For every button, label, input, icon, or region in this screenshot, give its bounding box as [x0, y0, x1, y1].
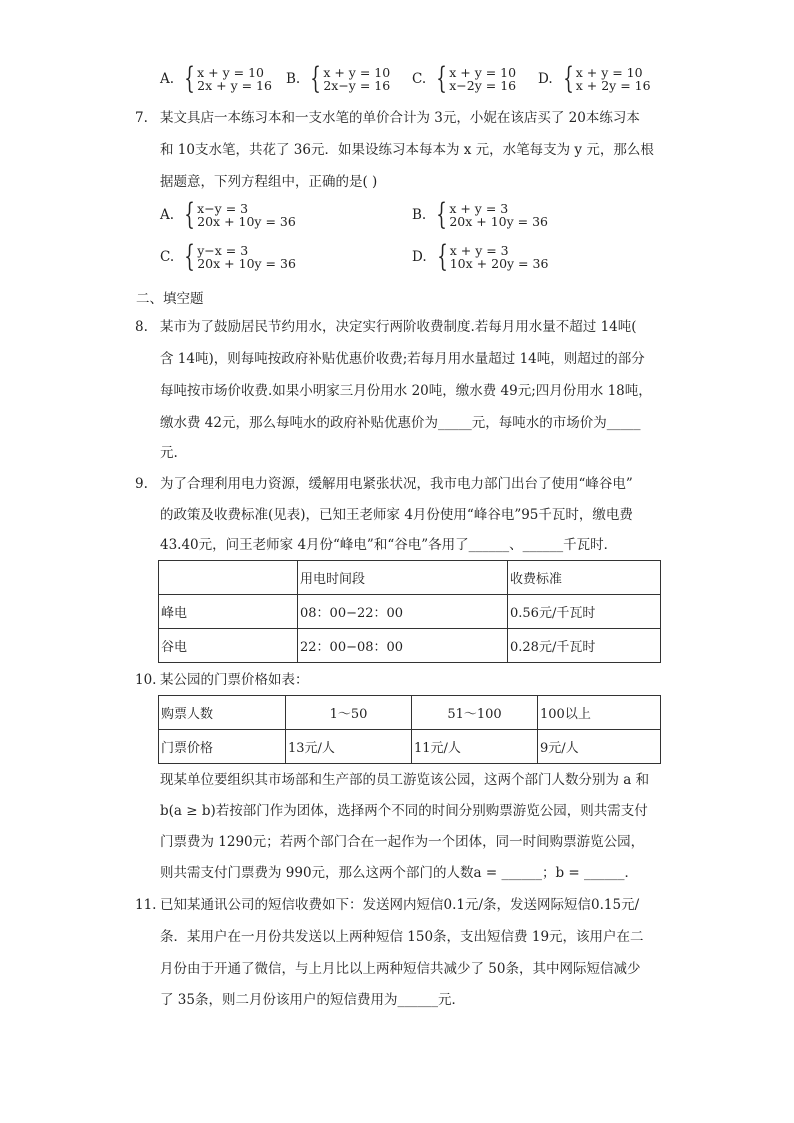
question-text-line: 了 35条，则二月份该用户的短信费用为______元．: [160, 992, 465, 1008]
table-cell: 51～100: [412, 696, 538, 730]
question-number: 11.: [135, 897, 157, 913]
table-cell: 1～50: [286, 696, 412, 730]
q7-option-c: C. { y−x = 3 20x + 10y = 36: [160, 239, 296, 274]
equation: x + y = 3: [449, 243, 509, 258]
question-text-line: b(a ≥ b)若按部门作为团体，选择两个不同的时间分别购票游览公园，则共需支付: [160, 803, 648, 819]
question-text-line: 元.: [160, 445, 178, 461]
question-text-line: 某文具店一本练习本和一支水笔的单价合计为 3元，小妮在该店买了 20本练习本: [160, 110, 640, 126]
question-text-line: 某市为了鼓励居民节约用水，决定实行两阶收费制度.若每月用水量不超过 14吨(: [160, 319, 637, 335]
equation: 2x−y = 16: [323, 78, 391, 93]
table-cell: 22：00−08：00: [298, 629, 508, 663]
q6-option-c: C. { x + y = 10 x−2y = 16: [412, 61, 517, 96]
question-text-line: 现某单位要组织其市场部和生产部的员工游览该公园，这两个部门人数分别为 a 和: [160, 772, 650, 788]
question-text-line: 和 10支水笔，共花了 36元．如果设练习本每本为 x 元，水笔每支为 y 元，那么根: [160, 142, 654, 158]
question-text-line: 月份由于开通了微信，与上月比以上两种短信共减少了 50条，其中网际短信减少: [160, 961, 641, 977]
question-number: 8.: [135, 319, 148, 335]
ticket-price-table: [158, 695, 661, 764]
equation: 2x + y = 16: [197, 78, 272, 93]
table-cell: 0.56元/千瓦时: [508, 595, 661, 629]
question-number: 9.: [135, 476, 148, 492]
equation: x−2y = 16: [449, 78, 517, 93]
q6-option-a: A. { x + y = 10 2x + y = 16: [160, 61, 272, 96]
table-cell: 13元/人: [286, 730, 412, 764]
q7-option-a: A. { x−y = 3 20x + 10y = 36: [160, 197, 296, 232]
table-cell: 11元/人: [412, 730, 538, 764]
question-text-line: 已知某通讯公司的短信收费如下：发送网内短信0.1元/条，发送网际短信0.15元/: [160, 897, 640, 913]
equation: x + y = 3: [449, 201, 509, 216]
table-cell: 谷电: [159, 629, 298, 663]
option-label: A.: [160, 207, 175, 223]
table-cell: 08：00−22：00: [298, 595, 508, 629]
table-header-row: [159, 696, 661, 730]
table-row: [159, 730, 661, 764]
equation: x−y = 3: [197, 201, 249, 216]
question-number: 7.: [135, 110, 148, 126]
option-label: C.: [412, 71, 427, 87]
table-header-row: [159, 561, 661, 595]
question-text-line: 缴水费 42元，那么每吨水的政府补贴优惠价为_____元，每吨水的市场价为_____: [160, 415, 641, 431]
question-number: 10.: [135, 672, 157, 688]
equation: x + 2y = 16: [575, 78, 651, 93]
equation: x + y = 10: [323, 65, 391, 80]
table-cell: 门票价格: [159, 730, 286, 764]
question-text-line: 门票费为 1290元；若两个部门合在一起作为一个团体，同一时间购票游览公园，: [160, 834, 645, 850]
equation: y−x = 3: [197, 243, 249, 258]
table-cell: 9元/人: [538, 730, 661, 764]
equation: x + y = 10: [449, 65, 517, 80]
equation: x + y = 10: [575, 65, 643, 80]
question-text-line: 每吨按市场价收费.如果小明家三月份用水 20吨，缴水费 49元;四月份用水 18吨，: [160, 383, 652, 399]
option-label: A.: [160, 71, 175, 87]
equation: 20x + 10y = 36: [449, 214, 548, 229]
section-title: 二、填空题: [136, 291, 204, 307]
table-cell: 100以上: [538, 696, 661, 730]
electricity-price-table: [158, 560, 661, 663]
table-cell: 收费标准: [508, 561, 661, 595]
table-row: [159, 629, 661, 663]
option-label: B.: [412, 207, 427, 223]
option-label: D.: [538, 71, 553, 87]
q7-option-b: B. { x + y = 3 20x + 10y = 36: [412, 197, 548, 232]
question-text-line: 条．某用户在一月份共发送以上两种短信 150条，支出短信费 19元，该用户在二: [160, 929, 644, 945]
table-cell: 0.28元/千瓦时: [508, 629, 661, 663]
question-text-line: 为了合理利用电力资源，缓解用电紧张状况，我市电力部门出台了使用“峰谷电”: [160, 476, 633, 492]
equation: 20x + 10y = 36: [197, 256, 296, 271]
equation: 20x + 10y = 36: [197, 214, 296, 229]
question-text-line: 据题意，下列方程组中，正确的是( ): [160, 174, 378, 190]
equation: 10x + 20y = 36: [449, 256, 549, 271]
question-text-line: 某公园的门票价格如表：: [160, 672, 309, 688]
q6-option-b: B. { x + y = 10 2x−y = 16: [286, 61, 391, 96]
question-text-line: 含 14吨)，则每吨按政府补贴优惠价收费;若每月用水量超过 14吨，则超过的部分: [160, 351, 645, 367]
table-cell: [159, 561, 298, 595]
q6-option-d: D. { x + y = 10 x + 2y = 16: [538, 61, 651, 96]
table-row: [159, 595, 661, 629]
table-cell: 购票人数: [159, 696, 286, 730]
table-cell: 峰电: [159, 595, 298, 629]
table-cell: 用电时间段: [298, 561, 508, 595]
option-label: B.: [286, 71, 301, 87]
equation: x + y = 10: [197, 65, 264, 80]
question-text-line: 则共需支付门票费为 990元，那么这两个部门的人数a = ______；b = ______．: [160, 865, 639, 881]
q7-option-d: D. { x + y = 3 10x + 20y = 36: [412, 239, 549, 274]
question-text-line: 的政策及收费标准(见表)，已知王老师家 4月份使用“峰谷电”95千瓦时，缴电费: [160, 507, 633, 523]
option-label: D.: [412, 249, 427, 265]
question-text-line: 43.40元，问王老师家 4月份“峰电”和“谷电”各用了______、______千瓦时．: [160, 537, 618, 553]
option-label: C.: [160, 249, 175, 265]
